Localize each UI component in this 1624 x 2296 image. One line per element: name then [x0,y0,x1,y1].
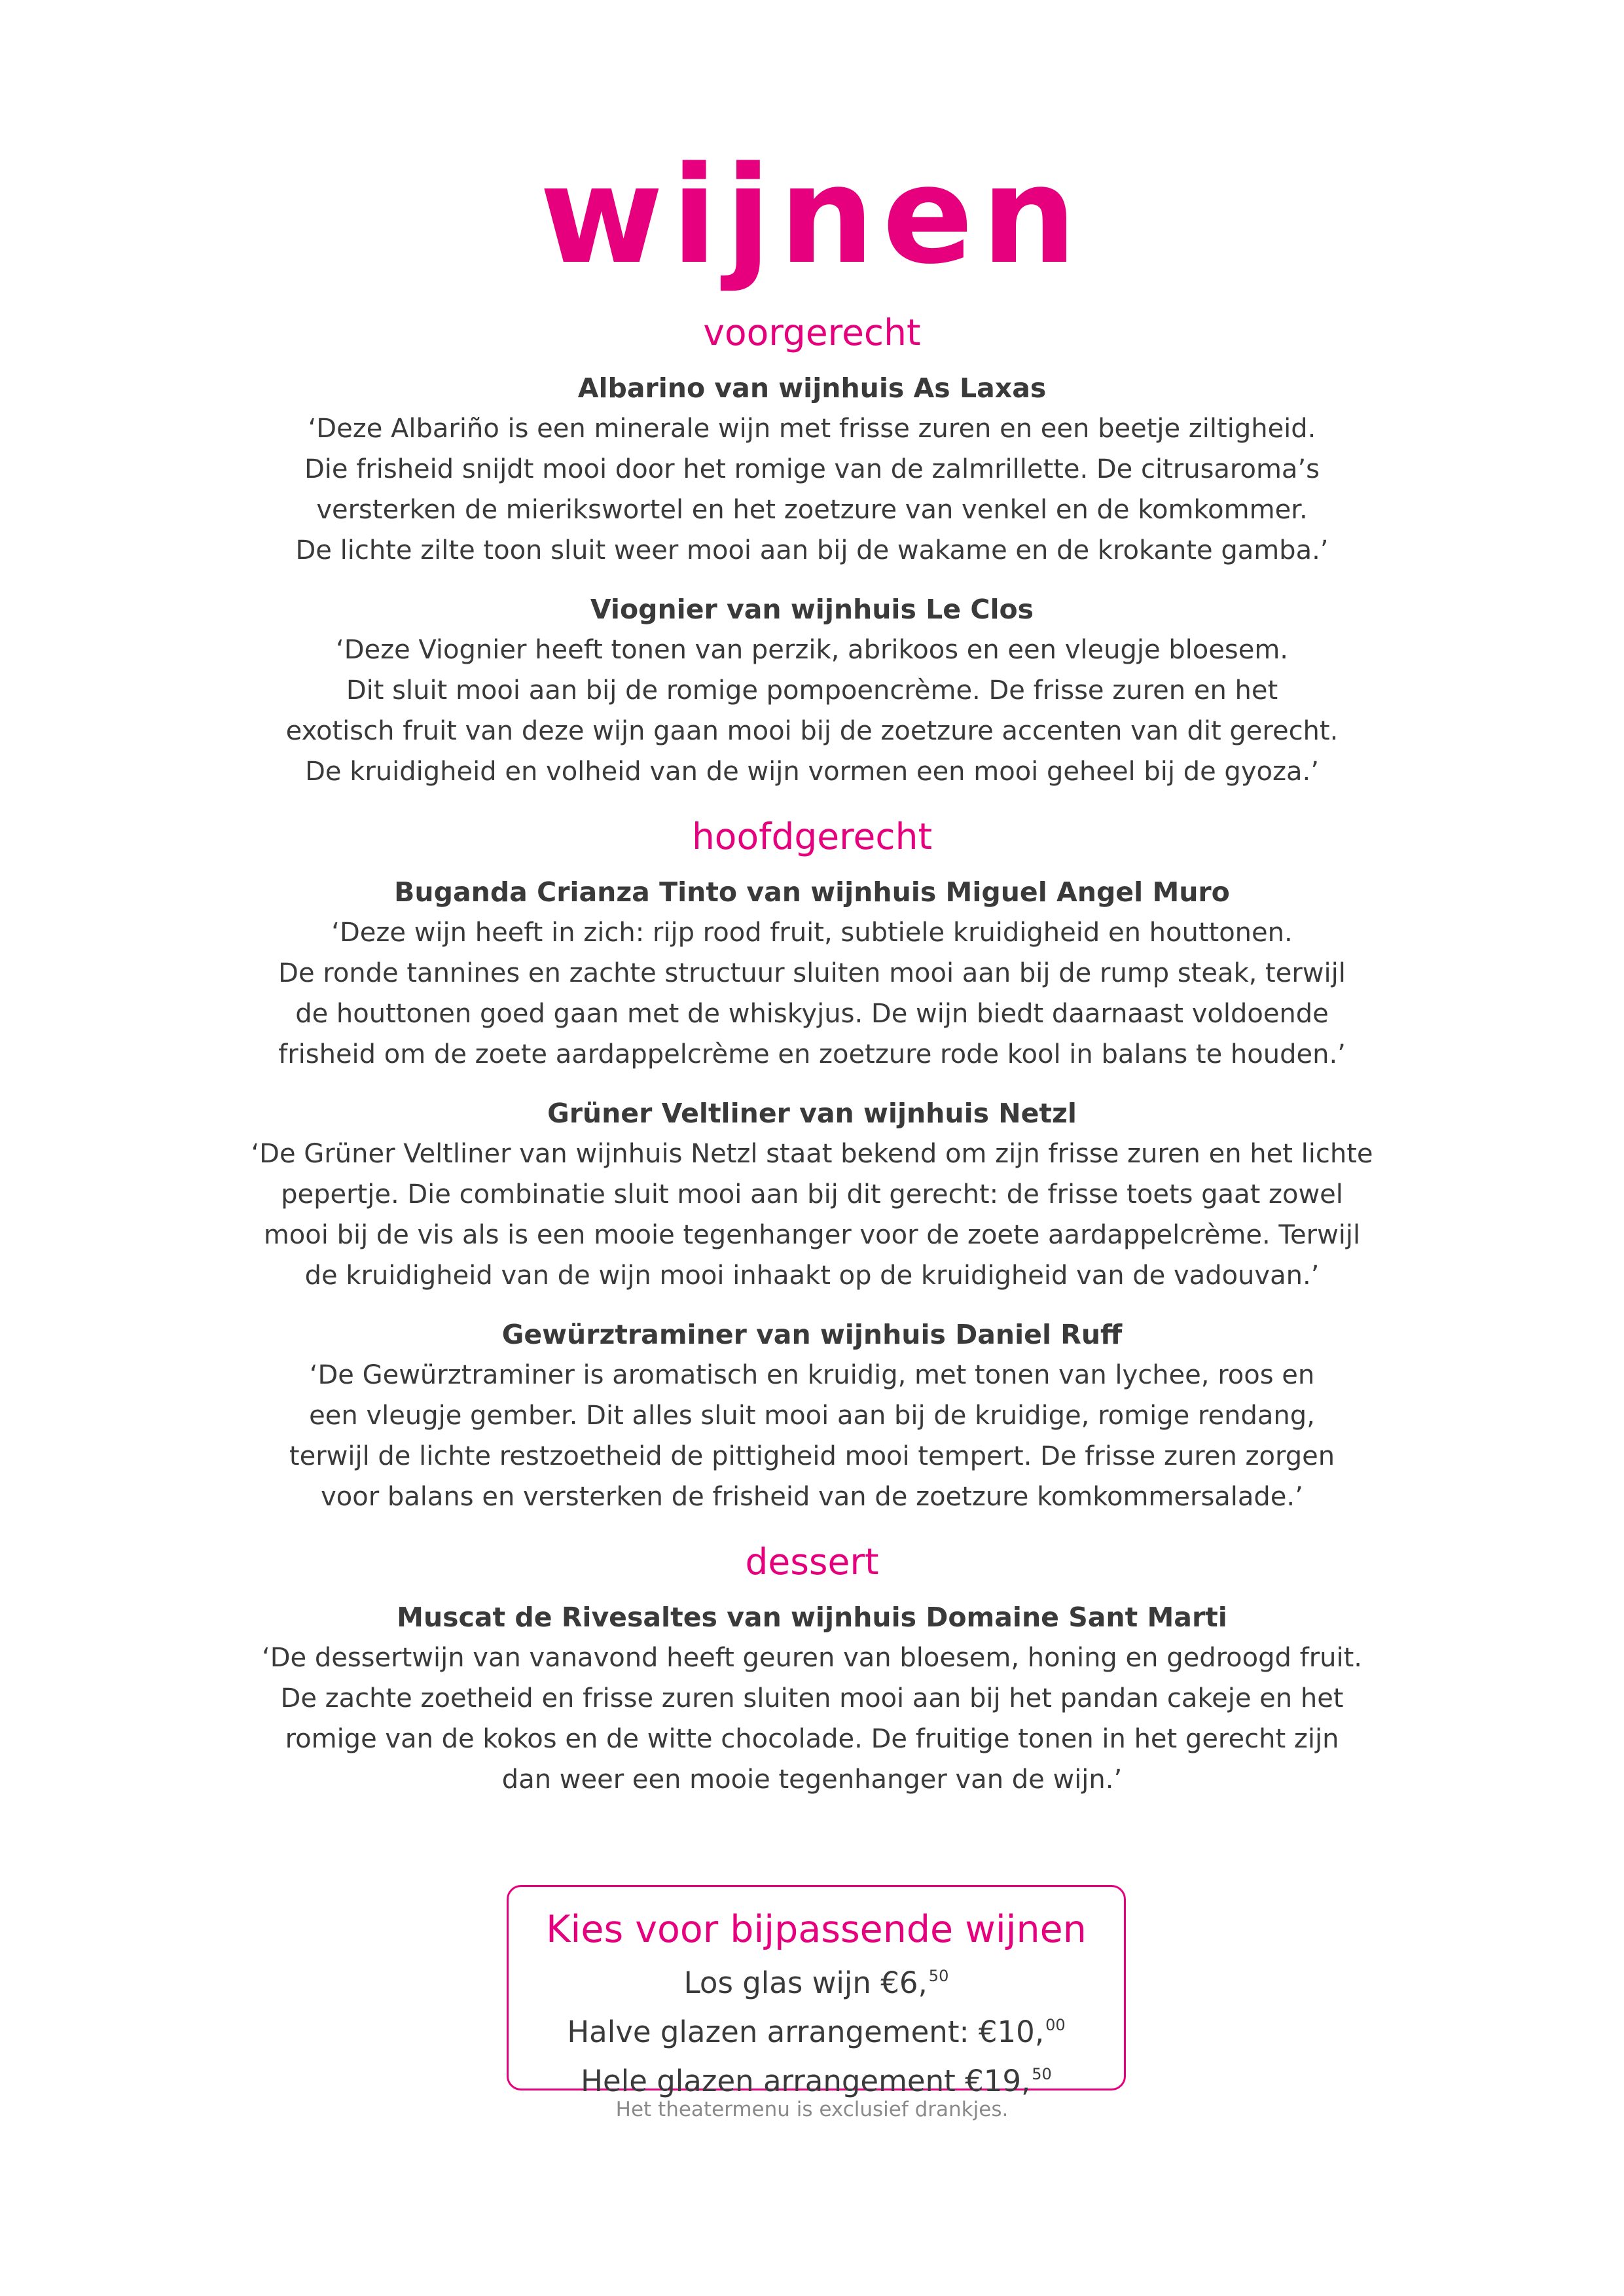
offer-cents: 00 [1045,2016,1066,2034]
description-line: ‘De Gewürztraminer is aromatisch en kruidig, met tonen van lychee, roos en [309,1360,1315,1390]
description-line: terwijl de lichte restzoetheid de pittigheid mooi tempert. De frisse zuren zorgen [289,1441,1335,1471]
description-line: de kruidigheid van de wijn mooi inhaakt op de kruidigheid van de vadouvan.’ [304,1261,1320,1291]
description-line: Dit sluit mooi aan bij de romige pompoencrème. De frisse zuren en het [346,675,1278,706]
description-line: dan weer een mooie tegenhanger van de wijn.’ [501,1765,1123,1795]
footer-note: Het theatermenu is exclusief drankjes. [615,2098,1009,2121]
description-line: ‘De Grüner Veltliner van wijnhuis Netzl staat bekend om zijn frisse zuren en het lichte [251,1139,1373,1169]
section-hoofdgerecht [131,810,1493,1517]
section-voorgerecht [131,306,1493,792]
offer-title: Kies voor bijpassende wijnen [546,1908,1087,1951]
wine-name: Buganda Crianza Tinto van wijnhuis Miguel Angel Muro [394,876,1230,908]
description-line: romige van de kokos en de witte chocolade. De fruitige tonen in het gerecht zijn [285,1724,1339,1754]
description-line: De zachte zoetheid en frisse zuren sluiten mooi aan bij het pandan cakeje en het [280,1683,1344,1713]
description-line: Die frisheid snijdt mooi door het romige van de zalmrillette. De citrusaroma’s [304,454,1320,484]
description-line: versterken de mierikswortel en het zoetzure van venkel en de komkommer. [316,495,1308,525]
description-line: frisheid om de zoete aardappelcrème en zoetzure rode kool in balans te houden.’ [278,1039,1346,1069]
offer-label: Halve glazen arrangement: €10, [567,2015,1045,2049]
description-line: ‘Deze Albariño is een minerale wijn met frisse zuren en een beetje ziltigheid. [308,414,1316,444]
offer-item-full [509,2053,1124,2102]
wine-pairing-offer [507,1885,1126,2098]
wine-name: Viognier van wijnhuis Le Clos [590,594,1034,625]
course-heading: hoofdgerecht [691,816,933,857]
wine-name: Muscat de Rivesaltes van wijnhuis Domaine Sant Marti [397,1602,1227,1633]
wine-description [131,408,1493,571]
offer-cents: 50 [1032,2065,1052,2083]
description-line: ‘De dessertwijn van vanavond heeft geuren van bloesem, honing en gedroogd fruit. [262,1643,1362,1673]
offer-cents: 50 [928,1967,949,1985]
offer-label: Hele glazen arrangement €19, [581,2064,1031,2098]
wine-description [131,630,1493,792]
description-line: De ronde tannines en zachte structuur sluiten mooi aan bij de rump steak, terwijl [278,958,1346,988]
course-heading: dessert [745,1541,879,1583]
wine-item [131,872,1493,1075]
page-title: wijnen [539,138,1085,294]
offer-item-half [509,2004,1124,2053]
description-line: mooi bij de vis als is een mooie tegenhanger voor de zoete aardappelcrème. Terwijl [263,1220,1361,1250]
wine-item [131,589,1493,792]
wine-item [131,368,1493,571]
offer-item-glass [509,1955,1124,2004]
description-line: De lichte zilte toon sluit weer mooi aan bij de wakame en de krokante gamba.’ [295,535,1329,565]
wine-name: Gewürztraminer van wijnhuis Daniel Ruff [501,1319,1123,1350]
wine-description [131,1134,1493,1296]
description-line: de houttonen goed gaan met de whiskyjus. De wijn biedt daarnaast voldoende [295,999,1329,1029]
section-dessert [131,1535,1493,1800]
course-heading: voorgerecht [703,312,921,353]
offer-label: Los glas wijn €6, [683,1965,928,2000]
description-line: exotisch fruit van deze wijn gaan mooi bij de zoetzure accenten van dit gerecht. [285,716,1339,746]
description-line: voor balans en versterken de frisheid van de zoetzure komkommersalade.’ [321,1482,1303,1512]
description-line: ‘Deze Viognier heeft tonen van perzik, abrikoos en een vleugje bloesem. [335,635,1289,665]
description-line: ‘Deze wijn heeft in zich: rijp rood fruit, subtiele kruidigheid en houttonen. [331,918,1293,948]
wine-description [131,1355,1493,1517]
description-line: een vleugje gember. Dit alles sluit mooi aan bij de kruidige, romige rendang, [309,1401,1315,1431]
wine-sections [131,306,1493,1818]
wine-description [131,1638,1493,1800]
wine-item [131,1093,1493,1296]
wine-name: Albarino van wijnhuis As Laxas [577,372,1047,404]
wine-item [131,1597,1493,1800]
wine-description [131,912,1493,1075]
wine-item [131,1314,1493,1517]
description-line: De kruidigheid en volheid van de wijn vormen een mooi geheel bij de gyoza.’ [305,757,1319,787]
description-line: pepertje. Die combinatie sluit mooi aan bij dit gerecht: de frisse toets gaat zowel [281,1179,1343,1210]
wine-name: Grüner Veltliner van wijnhuis Netzl [547,1098,1077,1129]
